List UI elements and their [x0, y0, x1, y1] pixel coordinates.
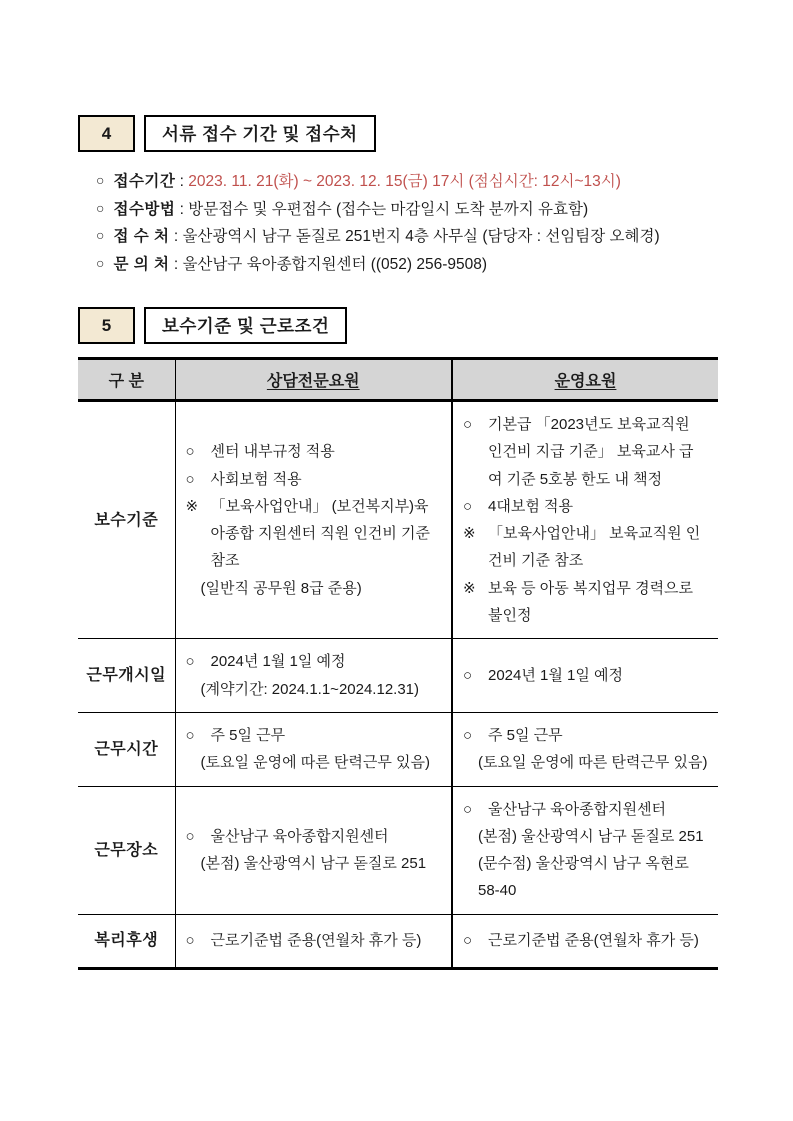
table-row: [78, 401, 718, 639]
table-cell: [452, 401, 718, 639]
bullet-separator: :: [175, 200, 189, 218]
bullet-value: 울산광역시 남구 돋질로 251번지 4층 사무실 (담당자 : 선임팀장 오혜경): [182, 228, 660, 245]
circle-marker-icon: ○: [463, 416, 473, 433]
cell-text: (문수점) 울산광역시 남구 옥현로: [478, 855, 689, 873]
cell-text: 주 5일 근무: [210, 726, 286, 744]
row-label: 보수기준: [78, 401, 175, 639]
table-row: [78, 914, 718, 968]
bullet-label: 접수방법: [113, 200, 176, 218]
table-cell: [175, 712, 452, 786]
bullet-label: 접수기간: [113, 173, 176, 190]
table-row: [78, 712, 718, 786]
circle-marker-icon: ○: [185, 932, 195, 950]
table-row: [78, 639, 718, 713]
table-cell: [452, 639, 718, 713]
cell-text: 58-40: [478, 882, 517, 900]
circle-bullet-icon: ○: [96, 172, 105, 188]
section-4-header: [78, 115, 718, 152]
cell-text: 사회보험 적용: [210, 470, 302, 488]
cell-line: [186, 749, 442, 776]
section-5-title: 보수기준 및 근로조건: [144, 307, 347, 344]
circle-marker-icon: ○: [185, 827, 195, 845]
section-4-title: 서류 접수 기간 및 접수처: [144, 115, 376, 152]
section-4-number-badge: 4: [78, 115, 135, 152]
bullet-label: 접 수 처: [113, 228, 170, 245]
column-header-3: 운영요원: [452, 359, 718, 401]
reference-mark-icon: ※: [463, 525, 476, 543]
table-cell: [452, 914, 718, 968]
cell-text: 센터 내부규정 적용: [210, 443, 335, 461]
cell-line: [463, 411, 708, 493]
bullet-item-1: [96, 168, 718, 196]
circle-marker-icon: ○: [463, 667, 473, 685]
cell-line: [186, 823, 442, 850]
cell-text: (계약기간: 2024.1.1~2024.12.31): [200, 680, 420, 698]
row-label: 복리후생: [78, 914, 175, 968]
cell-line: [463, 823, 708, 850]
circle-marker-icon: ○: [463, 932, 473, 950]
table-header-row: [78, 359, 718, 401]
row-label: 근무시간: [78, 712, 175, 786]
cell-text: (본점) 울산광역시 남구 돋질로 251: [478, 827, 704, 845]
cell-line: [463, 662, 708, 689]
cell-line: [463, 927, 708, 954]
circle-marker-icon: ○: [463, 726, 473, 744]
cell-text: 2024년 1월 1일 예정: [488, 667, 624, 685]
section-5-number-badge: 5: [78, 307, 135, 344]
table-cell: [175, 786, 452, 914]
cell-text: 「보육사업안내」 (보건복지부)육아종합 지원센터 직원 인건비 기준 참조: [210, 497, 431, 570]
bullet-value: 방문접수 및 우편접수 (접수는 마감일시 도착 분까지 유효함): [188, 200, 589, 218]
circle-bullet-icon: ○: [96, 254, 105, 271]
cell-text: (토요일 운영에 따른 탄력근무 있음): [200, 754, 431, 772]
bullet-item-3: [96, 223, 718, 251]
cell-text: 2024년 1월 1일 예정: [210, 653, 346, 671]
cell-line: [463, 749, 708, 776]
cell-line: [186, 676, 442, 703]
cell-line: [186, 648, 442, 675]
section-4-bullet-list: [78, 168, 718, 278]
bullet-value: 울산남구 육아종합지원센터 ((052) 256-9508): [182, 255, 488, 273]
bullet-value: 2023. 11. 21(화) ~ 2023. 12. 15(금) 17시 (점심시간: 12시~13시): [188, 173, 621, 190]
cell-line: [463, 493, 708, 520]
row-label: 근무개시일: [78, 639, 175, 713]
table-cell: [452, 786, 718, 914]
circle-marker-icon: ○: [185, 443, 195, 461]
circle-marker-icon: ○: [185, 653, 195, 671]
cell-line: [186, 438, 442, 465]
cell-text: 울산남구 육아종합지원센터: [210, 827, 389, 845]
cell-line: [463, 722, 708, 749]
column-header-2: 상담전문요원: [175, 359, 452, 401]
cell-text: 보육 등 아동 복지업무 경력으로 불인정: [488, 579, 694, 625]
bullet-separator: :: [175, 173, 189, 190]
cell-text: 근로기준법 준용(연월차 휴가 등): [488, 932, 699, 950]
circle-marker-icon: ○: [463, 497, 473, 515]
cell-text: 주 5일 근무: [488, 726, 563, 744]
cell-line: [186, 466, 442, 493]
table-cell: [175, 639, 452, 713]
cell-text: 근로기준법 준용(연월차 휴가 등): [210, 932, 422, 950]
bullet-separator: :: [169, 228, 183, 245]
cell-text: 기본급 「2023년도 보육교직원 인건비 지급 기준」 보육교사 급여 기준 5호봉 한도 내 책정: [488, 416, 694, 488]
reference-mark-icon: ※: [463, 579, 476, 597]
bullet-item-2: [96, 196, 718, 224]
bullet-item-4: [96, 251, 718, 279]
reference-mark-icon: ※: [185, 497, 199, 515]
cell-text: (토요일 운영에 따른 탄력근무 있음): [478, 754, 708, 772]
column-header-1: 구 분: [78, 359, 175, 401]
conditions-table: [78, 357, 718, 970]
cell-text: 울산남구 육아종합지원센터: [488, 800, 667, 818]
row-label: 근무장소: [78, 786, 175, 914]
cell-line: [186, 722, 442, 749]
circle-marker-icon: ○: [463, 800, 473, 818]
table-cell: [452, 712, 718, 786]
cell-text: (일반직 공무원 8급 준용): [200, 579, 362, 597]
circle-marker-icon: ○: [185, 726, 195, 744]
cell-line: [463, 575, 708, 630]
bullet-separator: :: [169, 255, 183, 273]
table-row: [78, 786, 718, 914]
cell-line: [463, 796, 708, 823]
cell-line: [463, 520, 708, 575]
cell-line: [186, 850, 442, 877]
cell-line: [463, 850, 708, 877]
circle-bullet-icon: ○: [96, 199, 105, 216]
circle-bullet-icon: ○: [96, 227, 105, 243]
table-cell: [175, 401, 452, 639]
cell-text: 4대보험 적용: [488, 497, 573, 515]
section-5-header: [78, 307, 718, 344]
bullet-label: 문 의 처: [113, 255, 170, 273]
cell-line: [186, 493, 442, 575]
table-cell: [175, 914, 452, 968]
cell-line: [463, 877, 708, 904]
cell-text: 「보육사업안내」 보육교직원 인건비 기준 참조: [488, 525, 701, 570]
cell-line: [186, 575, 442, 602]
cell-text: (본점) 울산광역시 남구 돋질로 251: [200, 855, 427, 873]
cell-line: [186, 927, 442, 954]
circle-marker-icon: ○: [185, 470, 195, 488]
